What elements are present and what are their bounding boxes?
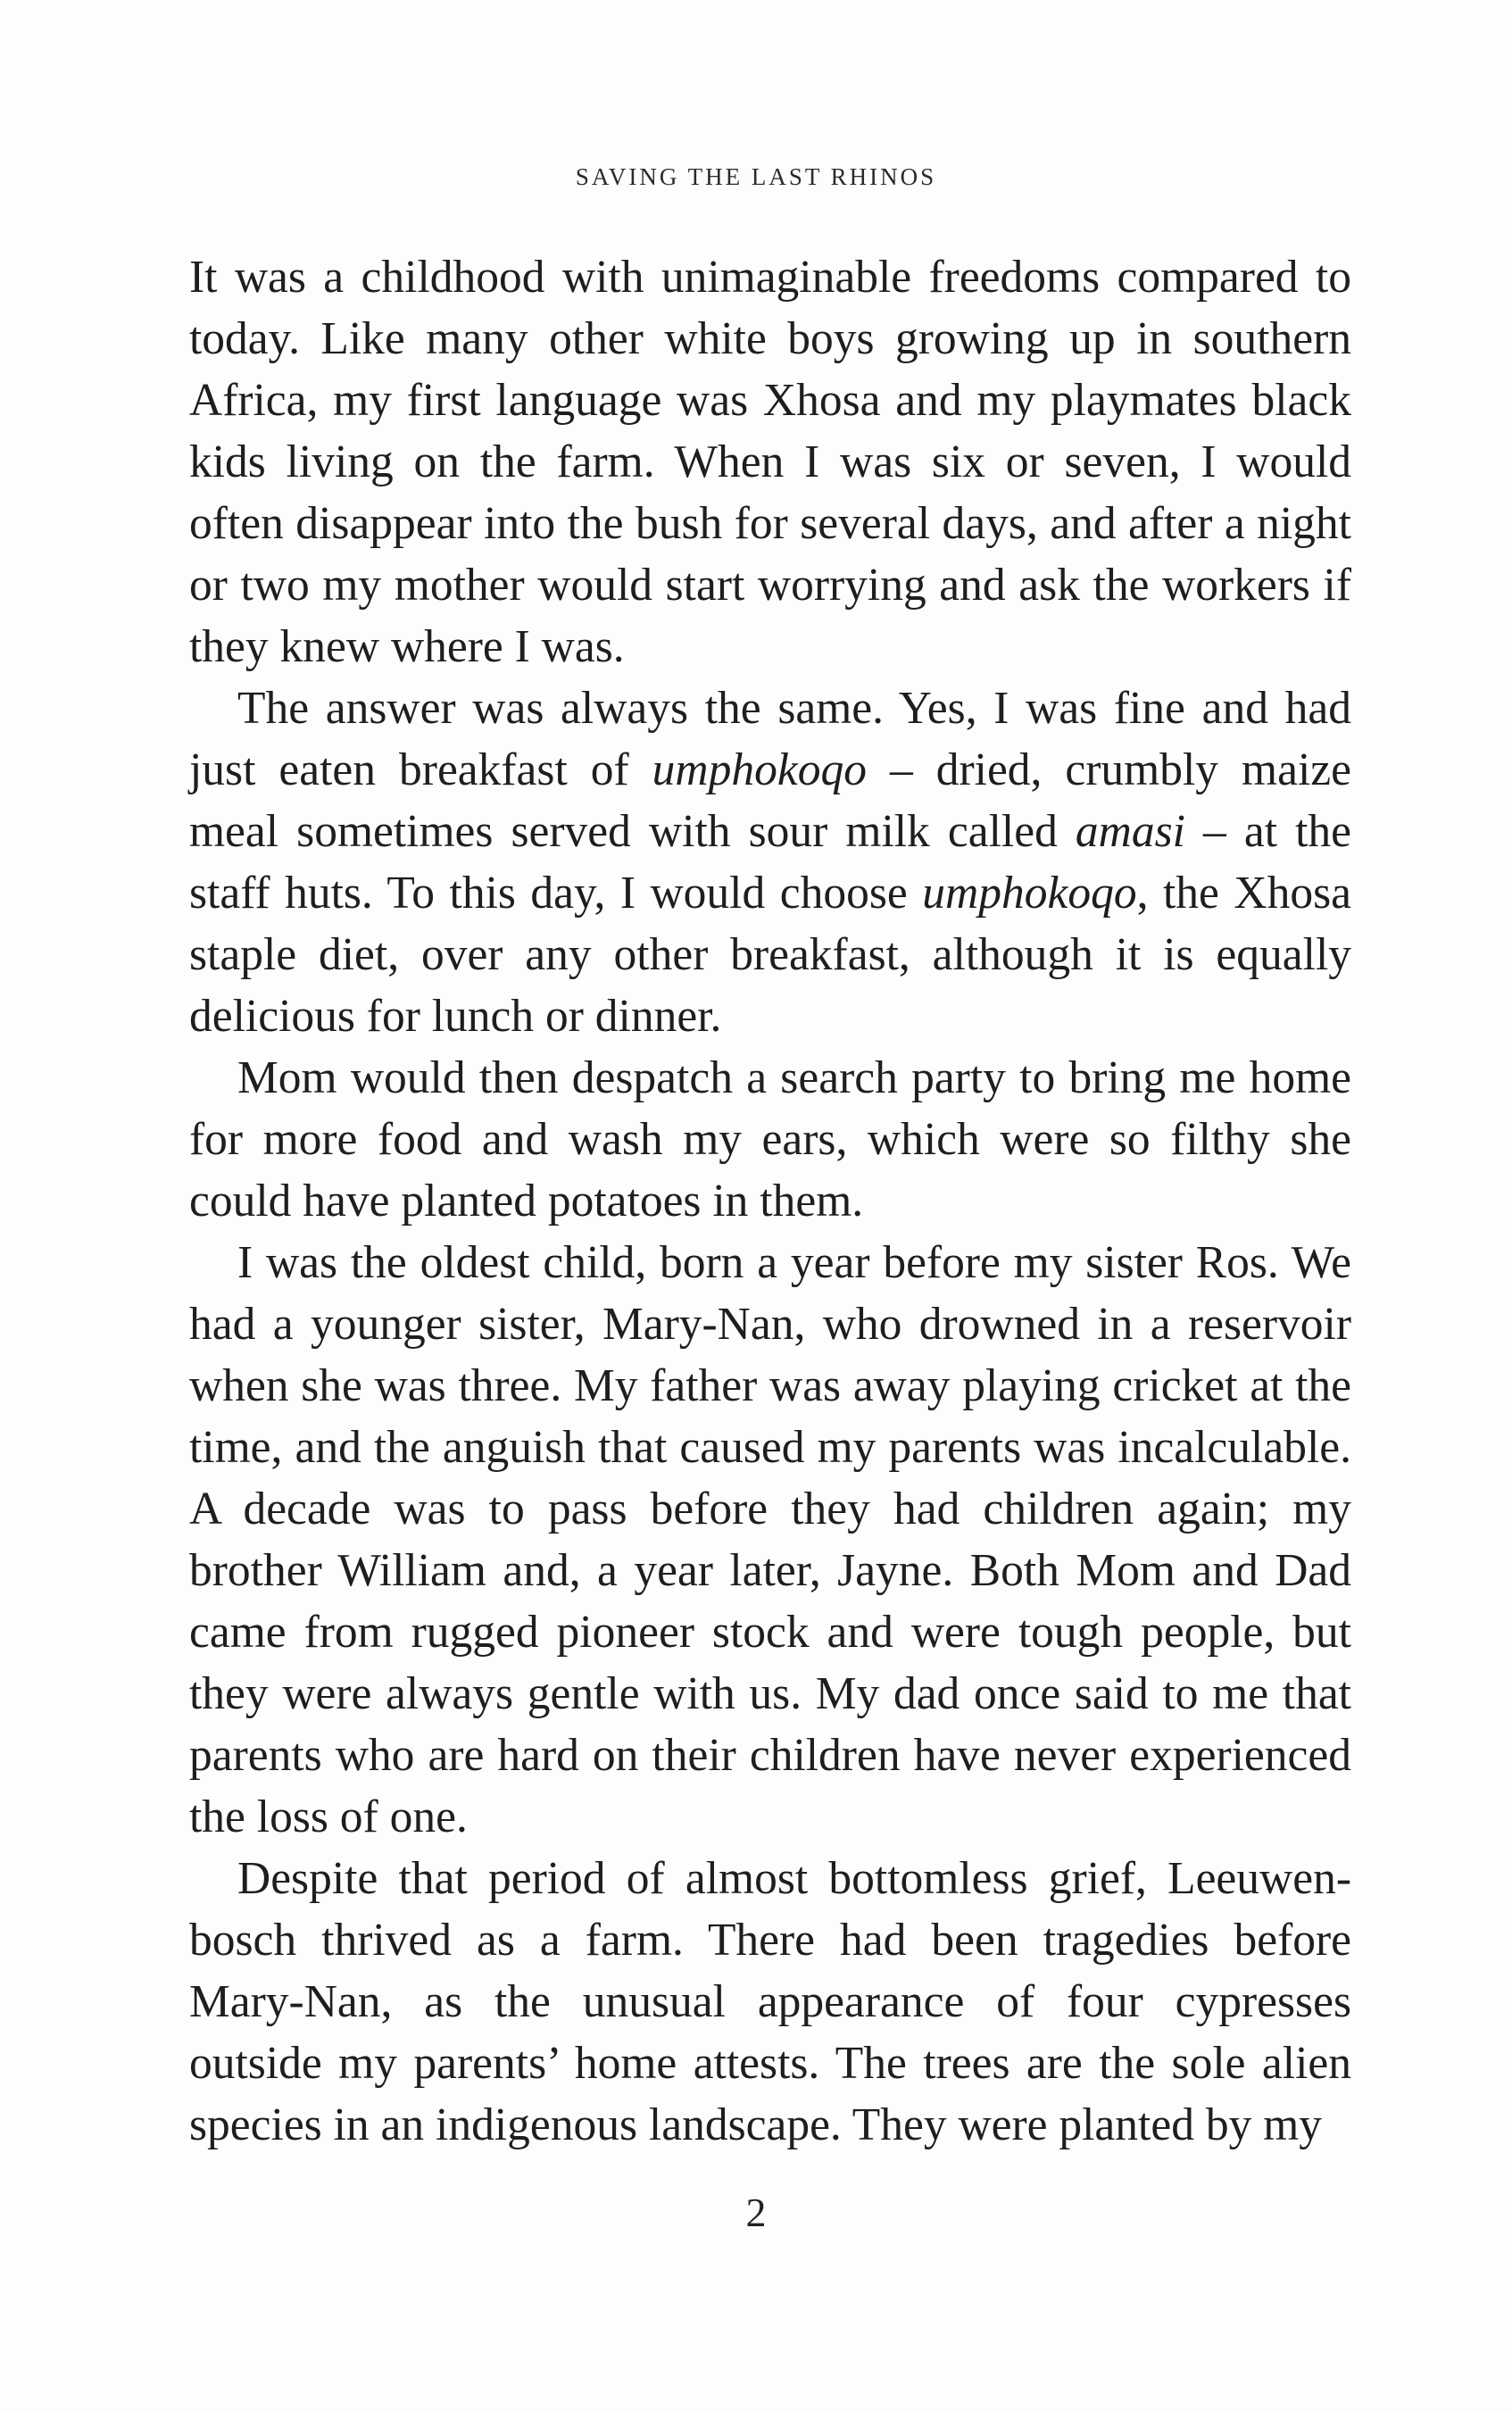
running-head: SAVING THE LAST RHINOS — [575, 163, 937, 190]
paragraph-2-text-c: – dried, crumbly maize meal sometimes served with sour milk called — [189, 744, 1351, 857]
italic-term-umphokoqo: umphokoqo — [652, 744, 867, 795]
paragraph-2 — [189, 678, 1351, 1047]
italic-term-amasi: amasi — [1075, 806, 1185, 857]
paragraph-2-text-e: – at the staff huts. To this day, I would choose — [189, 806, 1352, 919]
paragraph-4: I was the oldest child, born a year before my sister Ros. We had a younger sister, Mary-Nan, who drowned in a reservoir when she was three. My father was away playing cricket at the time, and the anguish that caused my parents was incalculable. A decade was to pass before they had children again; my brother William and, a year later, Jayne. Both Mom and Dad came from rugged pioneer stock and were tough people, but they were always gentle with us. My dad once said to me that parents who are hard on their children have never experienced the loss of one. — [189, 1237, 1351, 1842]
paragraph-1: It was a childhood with unimaginable freedoms compared to today. Like many other white boys growing up in southern Africa, my first language was Xhosa and my playmates black kids living on the farm. When I was six or seven, I would often disappear into the bush for several days, and after a night or two my mother would start worrying and ask the workers if they knew where I was. — [189, 252, 1351, 672]
body-text — [189, 246, 1351, 2156]
paragraph-2-text-g: , the Xhosa staple diet, over any other breakfast, although it is equally delicious for lunch or dinner. — [189, 868, 1351, 1042]
paragraph-3: Mom would then despatch a search party to bring me home for more food and wash my ears, which were so filthy she could have planted potatoes in them. — [189, 1052, 1351, 1226]
paragraph-2-text-a: The answer was always the same. Yes, I was fine and had just eaten breakfast of — [189, 683, 1351, 795]
paragraph-5: Despite that period of almost bottomless grief, Leeuwenbosch thrived as a farm. There had been tragedies before Mary-Nan, as the unusual appearance of four cypresses outside my parents’ home attests. The trees are the sole alien species in an indigenous landscape. They were planted by my — [189, 1853, 1351, 2150]
page-number: 2 — [745, 2190, 767, 2235]
italic-term-umphokoqo-2: umphokoqo — [922, 868, 1137, 919]
